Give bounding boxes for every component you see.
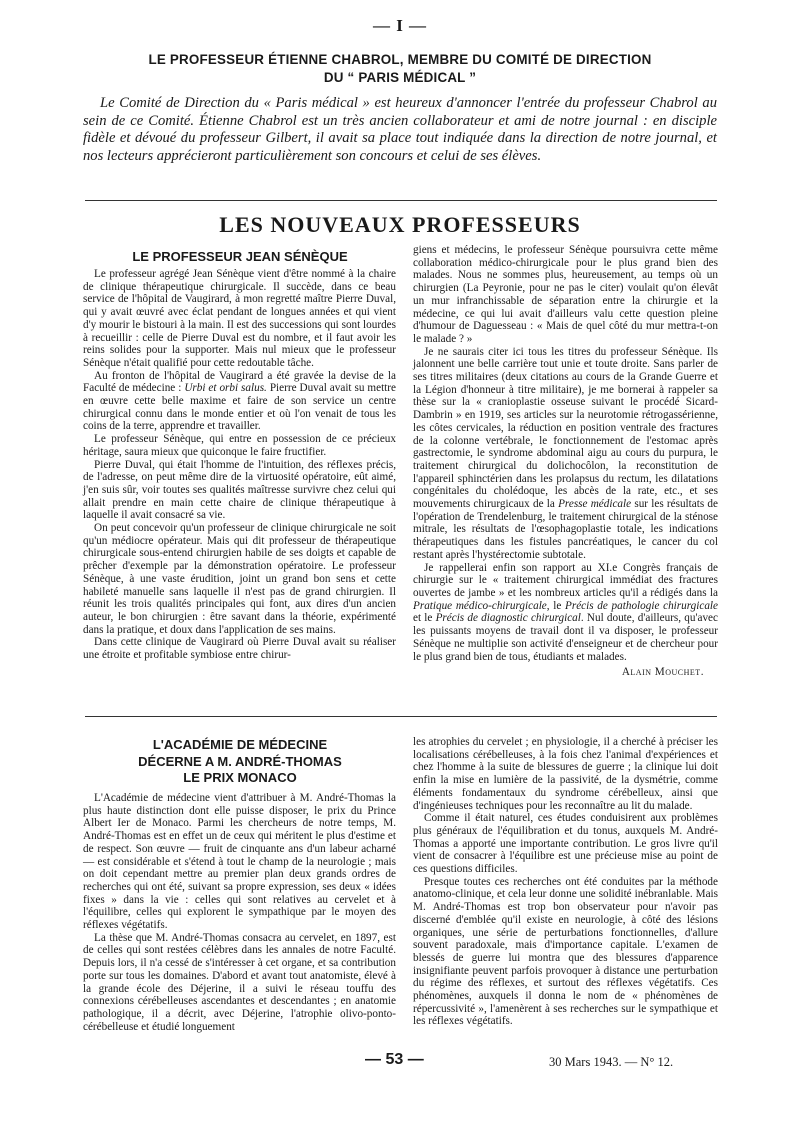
signature: Alain Mouchet. bbox=[621, 666, 704, 679]
heading-line: LE PRIX MONACO bbox=[183, 770, 297, 785]
paragraph: On peut concevoir qu'un professeur de clinique chirurgicale ne soit qu'un médiocre opérateur. Mais qui dit professeur de thérapeutique chirurgicale sous-entend chirurgien habile de ses doigts et capable de prêcher d'exemple par la démonstration opératoire. Le professeur Sénèque, à une vaste érudition, joint un grand bon sens et cette habileté manuelle sans laquelle il n'est pas de grand chirurgien. Il réunit les trois qualités principales qui font, aux dires d'un ancien auteur, le bon chirurgien : être savant dans la théorie, expérimenté dans la pratique, et doux dans l'application de ses mains. bbox=[83, 522, 396, 636]
issue-date: 30 Mars 1943. — N° 12. bbox=[549, 1055, 674, 1069]
notice-paragraph: Le Comité de Direction du « Paris médical » est heureux d'annoncer l'entrée du professeur Chabrol au sein de ce Comité. Étienne Chabrol est un très ancien collaborateur et ami de notre journal : en disciple fidèle et dévoué du professeur Gilbert, il avait sa place tout indiquée dans la direction de notre journal, et nos lecteurs apprécieront particulièrement son concours et celui de ses élèves. bbox=[83, 95, 717, 164]
notice-body bbox=[83, 95, 717, 165]
heading-line: L'ACADÉMIE DE MÉDECINE bbox=[152, 737, 328, 752]
text: Au fronton de l'hôpital de Vaugirard a été gravée la devise de la Faculté de médecine : bbox=[83, 369, 396, 395]
article-2-right-column bbox=[413, 736, 718, 1028]
text: Je rappellerai enfin son rapport au XI.e Congrès français de chirurgie sur le « traitement chirurgical immédiat des fractures ouvertes de jambe » et les nombreux articles qu'il a rédigés dans la bbox=[413, 561, 718, 599]
text: Je ne saurais citer ici tous les titres du professeur Sénèque. Ils jalonnent une belle carrière tout unie et toute droite. Sans parler de ses titres militaires (deux citations au cours de la Grande Guerre et la Légion d'honneur à titre militaire), je me bornerai à rappeler sa thèse sur la « cranioplastie osseuse suivant le procédé Sicard-Dambrin » en 1919, ses articles sur la neurotomie rétrogassérienne, les côtes cervicales, la réduction en position ventrale des fractures de la colonne vertébrale, le fonctionnement de l'estomac après gastrectomie, le syndrome abdominal aigu au cours du purpura, le traitement chirurgical du dolichocôlon, la reconstitution de l'appareil sphinctérien dans les prolapsus du rectum, les dilatations congénitales du cholédoque, les abcès de la rate, etc., et ses mouvements chirurgicaux de la bbox=[413, 345, 718, 511]
paragraph: giens et médecins, le professeur Sénèque poursuivra cette même collaboration médico-chirurgicale pour le plus grand bien des malades. Nous ne sommes plus, heureusement, au temps où un chirurgien (La Peyronie, pour ne pas le citer) voulait qu'on élevât un mur infranchissable de séparation entre la chirurgie et la médecine, ce qui lui avait d'ailleurs valu cette question pleine d'humour de Daguesseau : « Mais de quel côté du mur mettra-t-on le malade ? » bbox=[413, 244, 718, 345]
book-title-italic: Précis de pathologie chirurgicale bbox=[565, 599, 718, 612]
heading-line: DÉCERNE A M. ANDRÉ-THOMAS bbox=[138, 753, 342, 769]
paragraph: Presque toutes ces recherches ont été conduites par la méthode anatomo-clinique, et cela leur donne une solidité inébranlable. Mais M. André-Thomas est trop bon observateur pour n'avoir pas discerné d'emblée qu'il existe en neurologie, à côté des lésions organiques, une série de perturbations fonctionnelles, d'allure souvent paradoxale, mais d'importance capitale. L'examen de blessés de guerre lui montra que des blessures d'apparence insignifiante peuvent parfois provoquer à distance une perturbation du régime des réflexes, et surtout des réflexes végétatifs. Ces phénomènes, auxquels il donna le nom de « phénomènes de répercussivité », l'amenèrent à ses recherches sur le sympathique et les réflexes végétatifs. bbox=[413, 875, 718, 1028]
paragraph: Le professeur Sénèque, qui entre en possession de ce précieux héritage, saura mieux que quiconque le faire fructifier. bbox=[83, 433, 396, 458]
text: Pierre Duval avait su mettre en œuvre cette belle maxime et faire de son service un centre chirurgical connu dans le monde entier et où l'on venait de tous les coins de la terre, apprendre et travailler. bbox=[83, 382, 396, 433]
article-2-heading bbox=[85, 737, 395, 787]
article-2-left-column bbox=[83, 792, 396, 1033]
paragraph: Comme il était naturel, ces études conduisirent aux problèmes plus généraux de l'équilibration et du tonus, auxquels M. André-Thomas a apporté une importante contribution. Le gros livre qu'il vient de consacrer à l'équilibre est une précieuse mise au point de ces questions difficiles. bbox=[413, 812, 718, 876]
paragraph: Le professeur agrégé Jean Sénèque vient d'être nommé à la chaire de clinique thérapeutique chirurgicale. Il succède, dans ce beau service de l'hôpital de Vaugirard, à mon regretté maître Pierre Duval, qui y avait œuvré avec éclat pendant de longues années et qui vient d'y mourir le bistouri à la main. Il est des successions qui sont lourdes à recueillir : celle de Pierre Duval est du nombre, et il faut avoir les reins solides pour la supporter. Mais nul mieux que le professeur Sénèque n'était qualifié pour cette redoutable tâche. bbox=[83, 268, 396, 369]
motto-italic: Urbi et orbi salus. bbox=[184, 382, 267, 395]
notice-title bbox=[60, 51, 740, 87]
notice-title-line-2: DU “ PARIS MÉDICAL ” bbox=[323, 70, 477, 85]
text: sur les résultats de l'opération de Trendelenburg, le traitement chirurgical de la sténose mitrale, les résultats de l'œsophagoplastie totale, les indications thérapeutiques dans les fistules pancréatiques, le cancer du col restant après l'hystérectomie subtotale. bbox=[413, 498, 718, 561]
text: . Nul doute, d'ailleurs, qu'avec les puissants moyens de travail dont il va disposer, le professeur Sénèque ne multiplie son activité d'enseigneur et de chercheur pour le plus grand bien de tous, étudiants et malades. bbox=[413, 612, 718, 663]
book-title-italic: Pratique médico-chirurgicale bbox=[413, 599, 547, 612]
paragraph bbox=[83, 370, 396, 434]
paragraph bbox=[413, 346, 718, 562]
paragraph bbox=[413, 562, 718, 664]
divider-rule bbox=[85, 200, 717, 201]
divider-rule bbox=[85, 716, 717, 717]
page-number: — 53 — bbox=[365, 1051, 424, 1068]
article-1-heading: LE PROFESSEUR JEAN SÉNÈQUE bbox=[132, 249, 348, 264]
journal-title-italic: Presse médicale bbox=[558, 498, 632, 511]
paragraph: Pierre Duval, qui était l'homme de l'intuition, des réflexes précis, de l'adresse, on peut même dire de la virtuosité opératoire, eût aimé, j'en suis sûr, voir toutes ses qualités maîtresse survivre chez celui qui allait prendre en main cette chaire de clinique thérapeutique à laquelle il avait consacré sa vie. bbox=[83, 458, 396, 522]
paragraph: La thèse que M. André-Thomas consacra au cervelet, en 1897, est de celles qui sont restées célèbres dans les annales de notre Faculté. Depuis lors, il n'a cessé de s'intéresser à cet organe, et sa contribution porte sur tous les domaines. D'abord et avant tout anatomiste, élevé à la grande école des Déjerine, il a suivi le réseau touffu des connexions cérébelleuses ascendantes et descendantes ; en anatomie pathologique, il a décrit, avec Déjerine, l'atrophie olivo-ponto-cérébelleuse et étudié longuement bbox=[83, 931, 396, 1033]
book-title-italic: Précis de diagnostic chirurgical bbox=[435, 612, 581, 625]
paragraph: les atrophies du cervelet ; en physiologie, il a cherché à préciser les localisations cérébelleuses, à la fois chez l'animal d'expériences et chez l'homme à la suite de blessures de guerre ; la clinique lui doit enfin la mise en lumière de la passivité, de la dysmétrie, comme éléments fondamentaux du syndrome cérébelleux, ainsi que d'ingénieuses techniques pour les reconnaître au lit du malade. bbox=[413, 736, 718, 812]
page-marker: — I — bbox=[372, 16, 428, 35]
section-title: LES NOUVEAUX PROFESSEURS bbox=[219, 212, 581, 237]
text: , le bbox=[546, 599, 566, 612]
article-1-left-column bbox=[83, 268, 396, 662]
paragraph: Dans cette clinique de Vaugirard où Pierre Duval avait su réaliser une étroite et profitable symbiose entre chirur- bbox=[83, 636, 396, 662]
article-1-right-column bbox=[413, 244, 718, 679]
text: et le bbox=[413, 612, 436, 625]
notice-title-line-1: LE PROFESSEUR ÉTIENNE CHABROL, MEMBRE DU COMITÉ DE DIRECTION bbox=[148, 52, 652, 67]
paragraph: L'Académie de médecine vient d'attribuer à M. André-Thomas la plus haute distinction dont elle puisse disposer, le prix du Prince Albert Ier de Monaco. Parmi les chercheurs de notre temps, M. André-Thomas est en effet un de ceux qui méritent le plus d'estime et de respect. Son œuvre — fruit de cinquante ans d'un labeur acharné — est considérable et s'étend à tout le champ de la neurologie ; mais on doit cependant mettre au premier plan deux grands ordres de recherches qui ont été, suivant sa propre expression, ses deux « idées fixes » dans la vie : celles qui sont relatives au cervelet et à l'équilibre, celles qui explorent le sympathique par le moyen des réflexes végétatifs. bbox=[83, 792, 396, 932]
